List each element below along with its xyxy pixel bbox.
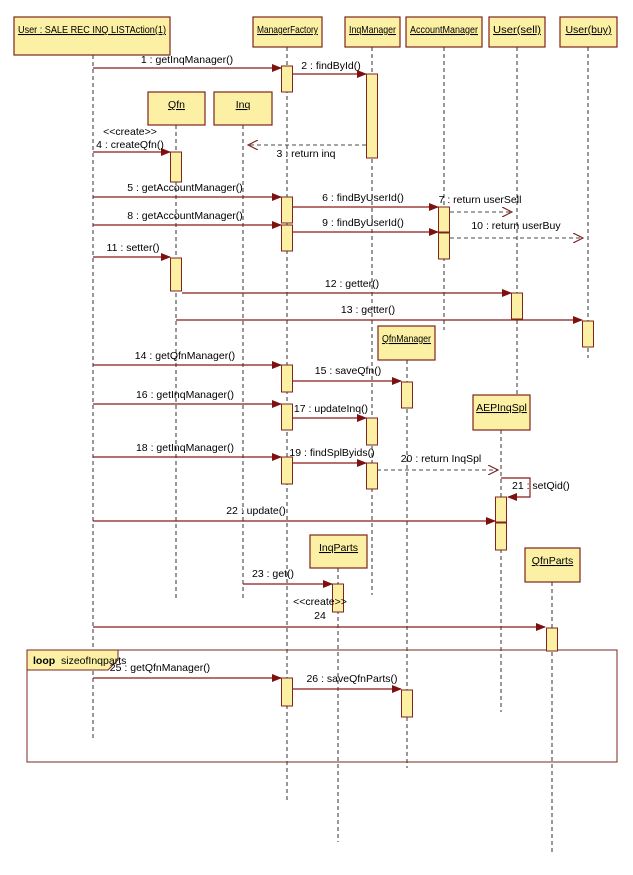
activation-managerfactory-4[interactable]	[282, 404, 293, 430]
object-head-user-buy[interactable]	[560, 17, 617, 47]
message-5[interactable]	[93, 182, 281, 197]
message-label-22: 22 : update()	[226, 505, 286, 517]
message-label-24: 24	[314, 610, 326, 622]
message-14[interactable]	[93, 350, 281, 365]
object-head-inqmanager[interactable]	[345, 17, 400, 47]
activation-accountmanager-11[interactable]	[439, 233, 450, 259]
activation-managerfactory-2[interactable]	[282, 225, 293, 251]
message-16[interactable]	[93, 389, 281, 404]
message-9[interactable]	[293, 217, 438, 232]
message-18[interactable]	[93, 442, 281, 457]
message-label-23: 23 : get()	[251, 568, 295, 580]
object-label-user-buy: User(buy)	[565, 24, 612, 36]
message-4[interactable]	[93, 126, 170, 152]
message-label-25: 25 : getQfnManager()	[109, 662, 211, 674]
message-20[interactable]	[377, 453, 497, 470]
message-label-2: 2 : findById()	[301, 60, 361, 72]
message-label-3: 3 : return inq	[276, 148, 336, 160]
message-22[interactable]	[93, 505, 495, 521]
object-label-accountmanager: AccountManager	[410, 24, 479, 36]
activation-aepinqspl-18[interactable]	[496, 497, 507, 522]
message-label-19: 19 : findSplByids()	[289, 447, 375, 459]
activation-inqmanager-7[interactable]	[367, 74, 378, 158]
object-head-managerfactory[interactable]	[253, 17, 322, 47]
message-10[interactable]	[450, 220, 582, 238]
message-label-21: 21 : setQid()	[512, 480, 570, 492]
object-label-qfnmanager: QfnManager	[382, 333, 432, 345]
activation-qfnmanager-16[interactable]	[402, 382, 413, 408]
message-6[interactable]	[293, 192, 438, 207]
message-label-12: 12 : getter()	[324, 278, 380, 290]
activation-qfn-13[interactable]	[171, 258, 182, 291]
message-2[interactable]	[293, 60, 366, 74]
message-label-5: 5 : getAccountManager()	[127, 182, 243, 194]
activation-inqmanager-9[interactable]	[367, 463, 378, 489]
message-label-11: 11 : setter()	[106, 242, 160, 254]
message-label-15: 15 : saveQfn()	[314, 365, 382, 377]
activation-managerfactory-3[interactable]	[282, 365, 293, 392]
activation-qfn-12[interactable]	[171, 152, 182, 182]
activation-accountmanager-10[interactable]	[439, 207, 450, 232]
object-label-managerfactory: ManagerFactory	[257, 24, 319, 36]
activation-qfnmanager-17[interactable]	[402, 690, 413, 717]
message-21[interactable]	[501, 478, 570, 497]
object-label-aepinqspl: AEPInqSpl	[476, 402, 527, 414]
object-head-user[interactable]	[14, 17, 170, 55]
activation-managerfactory-5[interactable]	[282, 457, 293, 484]
message-label-9: 9 : findByUserId()	[322, 217, 404, 229]
object-head-inqparts[interactable]	[310, 535, 367, 568]
object-head-inq[interactable]	[214, 92, 272, 125]
object-head-user-sell[interactable]	[489, 17, 545, 47]
activation-managerfactory-6[interactable]	[282, 678, 293, 706]
object-label-qfn: Qfn	[168, 99, 185, 111]
message-label-16: 16 : getInqManager()	[135, 389, 235, 401]
message-label-7: 7 : return userSell	[438, 194, 522, 206]
object-head-accountmanager[interactable]	[406, 17, 482, 47]
activation-managerfactory-0[interactable]	[282, 66, 293, 92]
message-26[interactable]	[293, 673, 401, 689]
message-12[interactable]	[182, 278, 511, 293]
message-7[interactable]	[439, 194, 522, 212]
message-label-1: 1 : getInqManager()	[140, 54, 234, 66]
activation-user-buy-15[interactable]	[583, 321, 594, 347]
message-19[interactable]	[289, 447, 374, 463]
activation-qfnparts-21[interactable]	[547, 628, 558, 651]
message-label-8: 8 : getAccountManager()	[127, 210, 243, 222]
object-label-inq: Inq	[235, 99, 251, 111]
message-stereotype-24: <<create>>	[293, 596, 347, 608]
message-1[interactable]	[93, 54, 281, 68]
message-3[interactable]	[249, 145, 366, 160]
message-label-10: 10 : return userBuy	[471, 220, 561, 232]
message-stereotype-4: <<create>>	[103, 126, 157, 138]
message-11[interactable]	[93, 242, 170, 257]
message-label-20: 20 : return InqSpl	[400, 453, 482, 465]
activation-inqmanager-8[interactable]	[367, 418, 378, 445]
object-head-qfnparts[interactable]	[525, 548, 580, 582]
object-label-qfnparts: QfnParts	[531, 555, 574, 567]
loop-keyword: loop	[33, 655, 56, 667]
object-head-qfnmanager[interactable]	[378, 326, 435, 360]
activation-managerfactory-1[interactable]	[282, 197, 293, 223]
object-label-user-sell: User(sell)	[493, 24, 541, 36]
message-label-14: 14 : getQfnManager()	[134, 350, 236, 362]
loop-guard: sizeofInqparts	[61, 655, 127, 667]
object-label-user: User : SALE REC INQ LISTAction(1)	[18, 24, 166, 36]
object-head-aepinqspl[interactable]	[473, 395, 530, 430]
message-24[interactable]	[93, 596, 545, 627]
activation-user-sell-14[interactable]	[512, 293, 523, 319]
object-head-qfn[interactable]	[148, 92, 205, 125]
message-label-18: 18 : getInqManager()	[135, 442, 235, 454]
message-label-4: 4 : createQfn()	[96, 139, 164, 151]
object-label-inqmanager: InqManager	[349, 24, 397, 36]
message-15[interactable]	[293, 365, 401, 381]
message-8[interactable]	[93, 210, 281, 225]
message-25[interactable]	[93, 662, 281, 678]
message-label-6: 6 : findByUserId()	[322, 192, 404, 204]
activation-aepinqspl-19[interactable]	[496, 523, 507, 550]
message-17[interactable]	[293, 403, 368, 418]
object-label-inqparts: InqParts	[318, 542, 359, 554]
message-label-13: 13 : getter()	[340, 304, 396, 316]
message-label-26: 26 : saveQfnParts()	[306, 673, 398, 685]
message-label-17: 17 : updateInq()	[293, 403, 369, 415]
